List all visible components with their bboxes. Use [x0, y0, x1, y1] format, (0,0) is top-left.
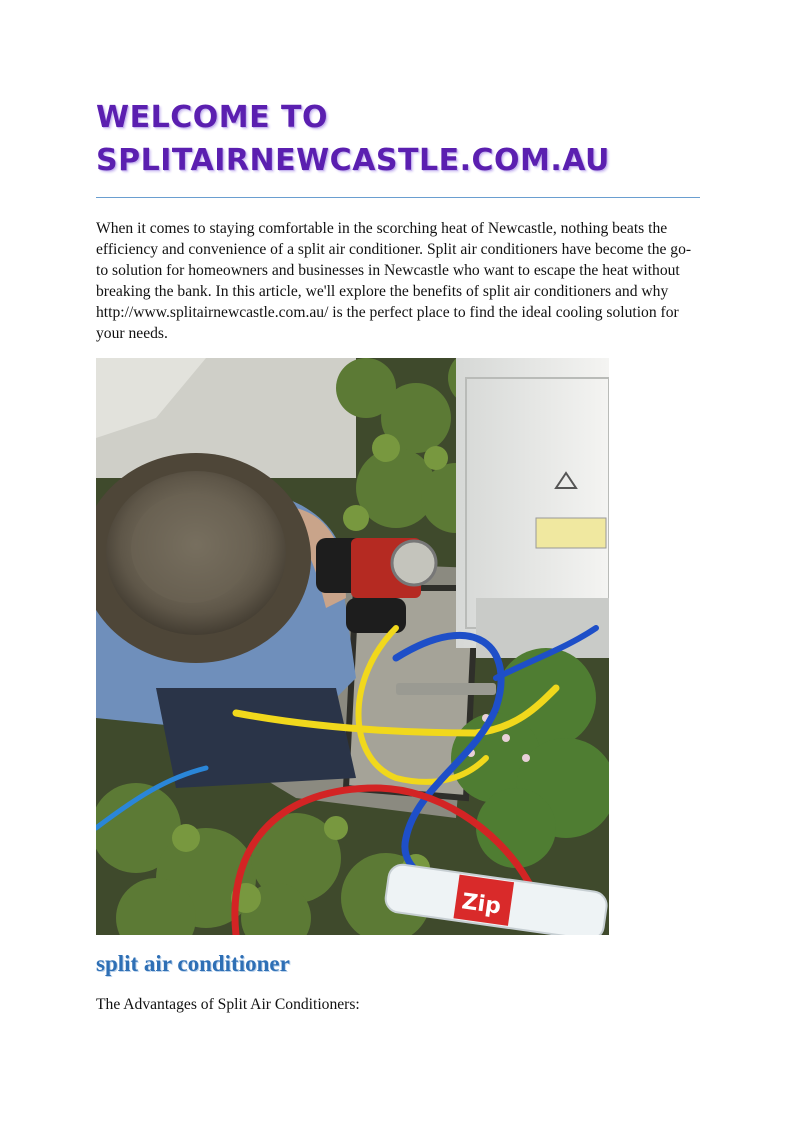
section-subheading: split air conditioner — [96, 951, 290, 976]
zip-bottle-label: Zip — [460, 889, 503, 920]
intro-paragraph: When it comes to staying comfortable in the scorching heat of Newcastle, nothing beats the efficiency and convenience of a split air conditioner. Split air conditioners have become the go-to solution for homeowners and businesses in Newcastle who want to escape the heat without breaking the bank. In this article, we'll explore the benefits of split air conditioners and why http://www.splitairnewcastle.com.au/ is the perfect place to find the ideal cooling solution for your needs. — [96, 220, 692, 342]
title-divider — [96, 197, 700, 198]
page-title — [96, 96, 706, 182]
page-title-line-1: WELCOME TO — [96, 100, 328, 135]
technician-photo-illustration — [96, 358, 609, 935]
section-lead-text: The Advantages of Split Air Conditioners: — [96, 996, 360, 1013]
page-title-line-2: SPLITAIRNEWCASTLE.COM.AU — [96, 143, 610, 178]
technician-photo — [96, 358, 609, 935]
